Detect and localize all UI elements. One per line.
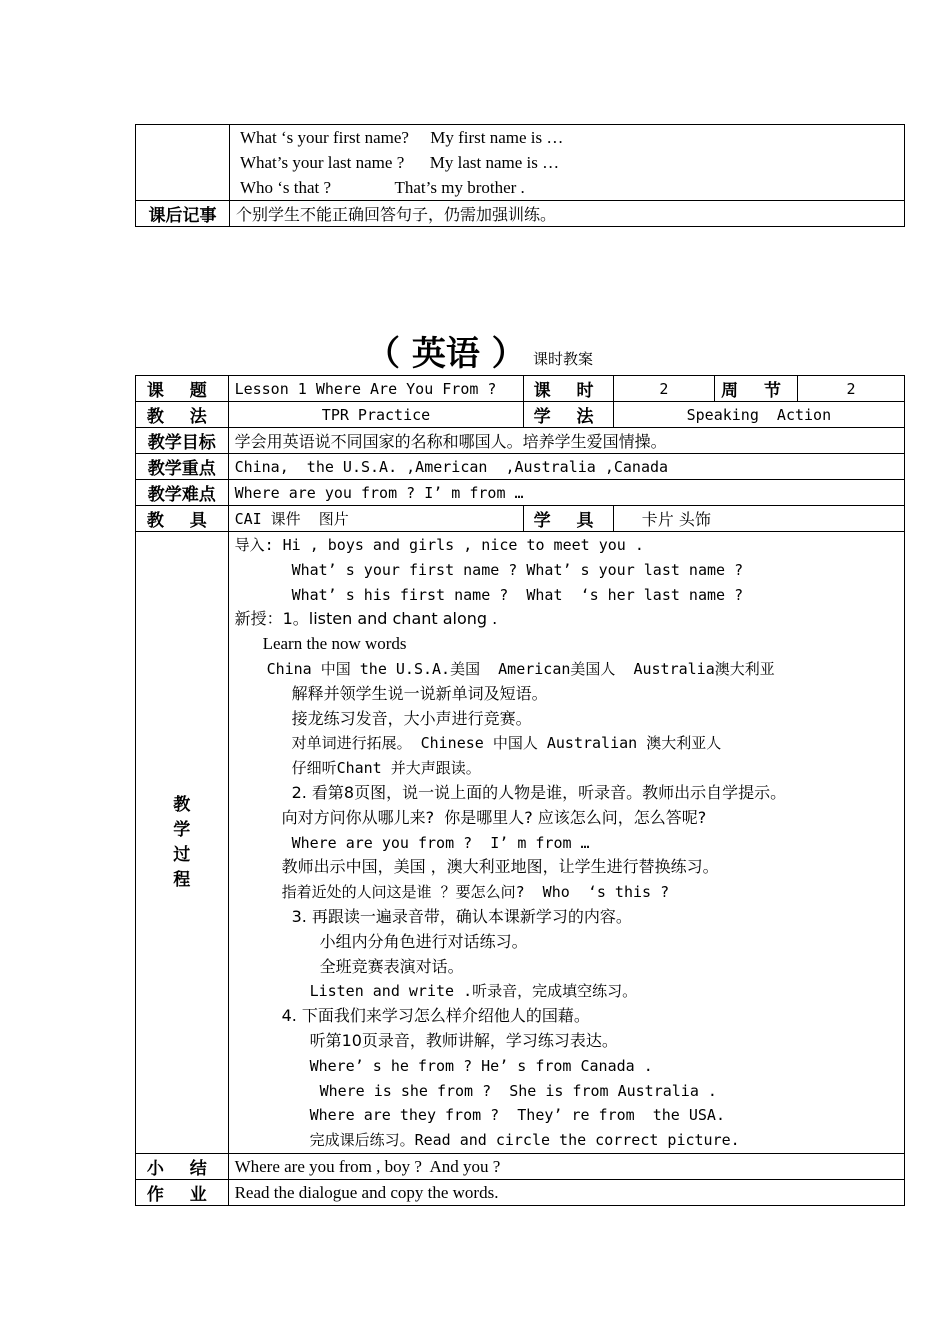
process-line: 接龙练习发音，大小声进行竞赛。 [291, 708, 532, 728]
process-label-char: 过 [173, 844, 191, 865]
key-label: 教学重点 [136, 454, 229, 480]
process-line: 导入: Hi , boys and girls , nice to meet you . [234, 536, 644, 554]
method-value: TPR Practice [228, 402, 524, 428]
subject-title: （ 英语 ） [366, 334, 526, 374]
process-line: 听第10页录音，教师讲解，学习练习表达。 [309, 1030, 618, 1050]
process-line: 4. 下面我们来学习怎么样介绍他人的国藉。 [281, 1006, 590, 1026]
dialogue-cell [229, 125, 904, 201]
goal-label: 教学目标 [136, 428, 229, 454]
student-tools-value: 卡片 头饰 [613, 506, 904, 532]
week-label: 周 节 [715, 376, 798, 402]
topic-row [136, 376, 905, 402]
dialogue-line: Who ‘s that ? That’s my brother . [239, 177, 525, 197]
title-subtitle: 课时教案 [533, 350, 594, 368]
period-value: 2 [613, 376, 714, 402]
process-line: 全班竞赛表演对话。 [319, 956, 464, 976]
process-line: 对单词进行拓展。 Chinese 中国人 Australian 澳大利亚人 [291, 734, 722, 753]
topic-value: Lesson 1 Where Are You From ? [228, 376, 524, 402]
process-line: Listen and write .听录音，完成填空练习。 [309, 982, 638, 1001]
process-line: 新授：1。listen and chant along . [234, 609, 498, 629]
student-tools-label: 学 具 [524, 506, 613, 532]
goal-row [136, 428, 905, 454]
process-line: Where are you from ? I’ m from … [291, 833, 590, 852]
process-line: Learn the now words [262, 634, 407, 654]
summary-label: 小 结 [136, 1154, 229, 1180]
difficult-value: Where are you from ? I’ m from … [228, 480, 904, 506]
process-line: 教师出示中国，美国 ，澳大利亚地图，让学生进行替换练习。 [281, 857, 719, 877]
process-line: Where is she from ? She is from Australia . [319, 1081, 717, 1100]
process-line: 仔细听Chant 并大声跟读。 [291, 759, 481, 778]
lesson-plan-title [0, 326, 950, 374]
difficult-row [136, 480, 905, 506]
process-line: What’ s his first name ? What ‘s her last name ? [291, 585, 744, 604]
process-label [136, 532, 229, 1154]
week-value: 2 [798, 376, 905, 402]
key-value: China, the U.S.A. ,American ,Australia ,Canada [228, 454, 904, 480]
process-label-char: 程 [173, 869, 191, 890]
study-value: Speaking Action [613, 402, 904, 428]
dialogue-line: What’s your last name ? My last name is … [239, 152, 560, 172]
process-line: China 中国 the U.S.A.美国 American美国人 Australia澳大利亚 [266, 659, 775, 678]
process-label-char: 教 [173, 794, 191, 815]
process-label-char: 学 [173, 819, 191, 840]
process-line: 小组内分角色进行对话练习。 [319, 931, 528, 951]
continuation-table [135, 124, 905, 227]
tools-label: 教 具 [136, 506, 229, 532]
after-notes-label: 课后记事 [136, 201, 230, 227]
after-notes-text: 个别学生不能正确回答句子，仍需加强训练。 [229, 201, 904, 227]
period-label: 课 时 [524, 376, 613, 402]
process-line: 解释并领学生说一说新单词及短语。 [291, 683, 548, 703]
summary-row [136, 1154, 905, 1180]
process-line: 向对方问你从哪儿来? 你是哪里人? 应该怎么问，怎么答呢? [281, 807, 707, 827]
process-line: What’ s your first name ? What’ s your last name ? [291, 560, 744, 579]
process-line: Where are they from ? They’ re from the USA. [309, 1106, 725, 1125]
homework-value: Read the dialogue and copy the words. [228, 1180, 904, 1206]
method-row [136, 402, 905, 428]
difficult-label: 教学难点 [136, 480, 229, 506]
tools-row [136, 506, 905, 532]
process-line: 3. 再跟读一遍录音带，确认本课新学习的内容。 [291, 906, 632, 926]
tools-value: CAI 课件 图片 [228, 506, 524, 532]
method-label: 教 法 [136, 402, 229, 428]
topic-label: 课 题 [136, 376, 229, 402]
process-line: 2. 看第8页图，说一说上面的人物是谁，听录音。教师出示自学提示。 [291, 782, 787, 802]
summary-value: Where are you from , boy ? And you ? [228, 1154, 904, 1180]
dialogue-line: What ‘s your first name? My first name is … [239, 128, 564, 147]
study-label: 学 法 [524, 402, 613, 428]
homework-row [136, 1180, 905, 1206]
process-line: Where’ s he from ? He’ s from Canada . [309, 1056, 653, 1075]
process-line: 完成课后练习。Read and circle the correct picture. [309, 1131, 740, 1150]
homework-label: 作 业 [136, 1180, 229, 1206]
goal-value: 学会用英语说不同国家的名称和哪国人。培养学生爱国情操。 [228, 428, 904, 454]
lesson-plan-table [135, 375, 905, 1206]
process-line: 指着近处的人问这是谁 ？要怎么问? Who ‘s this ? [281, 883, 670, 902]
process-content [228, 532, 904, 1154]
blank-label-cell [136, 125, 230, 201]
process-row [136, 532, 905, 1154]
key-row [136, 454, 905, 480]
